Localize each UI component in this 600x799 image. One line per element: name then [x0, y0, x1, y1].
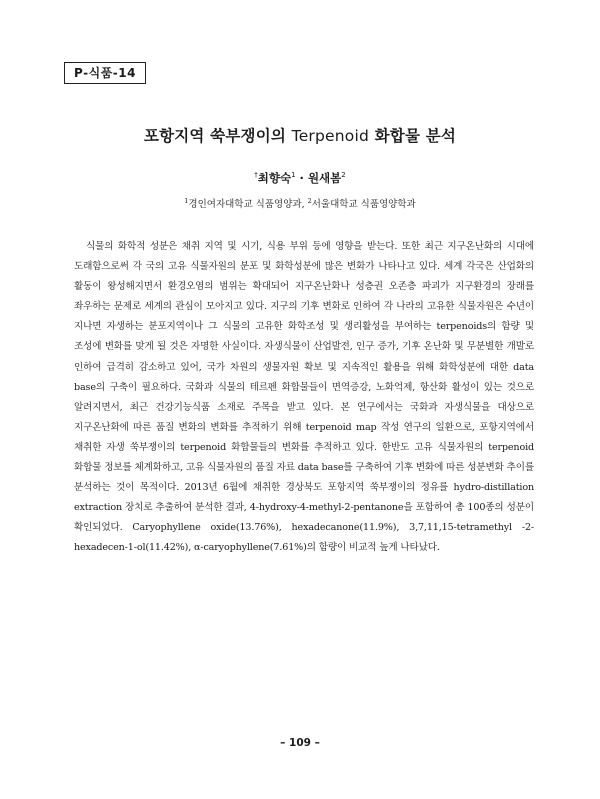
author-1-sup: 1 [291, 171, 296, 180]
title-english: Terpenoid [291, 127, 370, 145]
affiliation-line [0, 196, 600, 210]
affiliation-2-sup: 2 [307, 196, 312, 205]
affiliation-1-sup: 1 [184, 196, 189, 205]
affiliation-1: 경인여자대학교 식품영양과, [188, 199, 308, 210]
session-code: P-식품-14 [74, 66, 136, 80]
author-2-sup: 2 [341, 171, 346, 180]
session-code-box [64, 62, 146, 84]
page-number: – 109 – [280, 737, 320, 749]
abstract-body: 식물의 화학적 성분은 채취 지역 및 시기, 식용 부위 등에 영향을 받는다. 또한 최근 지구온난화의 시대에 도래함으로써 각 국의 고유 식물자원의 분포 및 화학성분에 많은 변화가 나타나고 있다. 세계 각국은 산업화의 활동이 왕성해지면서 환경오염의 범위는 확대되어 지구온난화나 성층권 오존층 파괴가 지구환경의 장래를 좌우하는 문제로 세계의 관심이 모아지고 있다. 지구의 기후 변화로 인하여 각 나라의 고유한 식물자원은 수년이 지나면 자생하는 분포지역이나 그 식물의 고유한 화학조성 및 생리활성을 부여하는 terpenoids의 함량 및 조성에 변화를 맞게 될 것은 자명한 사실이다. 자생식물이 산업발전, 인구 증가, 기후 온난화 및 무분별한 개발로 인하여 급격히 감소하고 있어, 국가 차원의 생물자원 확보 및 지속적인 활용을 위해 화학성분에 대한 data base의 구축이 필요하다. 국화과 식물의 테르펜 화합물들이 면역증강, 노화억제, 항산화 활성이 있는 것으로 알려지면서, 최근 건강기능식품 소재로 주목을 받고 있다. 본 연구에서는 국화과 자생식물을 대상으로 지구온난화에 따른 품질 변화의 변화를 추적하기 위해 terpenoid map 작성 연구의 일환으로, 포항지역에서 채취한 자생 쑥부쟁이의 terpenoid 화합물들의 변화를 추적하고 있다. 한반도 고유 식물자원의 terpenoid 화합물 정보를 체계화하고, 고유 식물자원의 품질 자료 data base를 구축하여 기후 변화에 따른 성분변화 추이를 분석하는 것이 목적이다. 2013년 6월에 채취한 경상북도 포항지역 쑥부쟁이의 정유를 hydro-distillation extraction 장치로 추출하여 분석한 결과, 4-hydroxy-4-methyl-2-pentanone을 포함하여 총 100종의 성분이 확인되었다. Caryophyllene oxide(13.76%), hexadecanone(11.9%), 3,7,11,15-tetramethyl -2-hexadecen-1-ol(11.42%), α-caryophyllene(7.61%)의 함량이 비교적 높게 나타났다. [74, 241, 535, 554]
corresponding-mark: † [254, 171, 258, 180]
author-line [0, 170, 600, 186]
author-2: 원새봄 [307, 171, 342, 185]
author-1: 최향숙 [257, 171, 292, 185]
title-prefix: 포항지역 쑥부쟁이의 [143, 127, 292, 145]
title-suffix: 화합물 분석 [369, 127, 457, 145]
author-separator: · [295, 171, 308, 185]
affiliation-2: 서울대학교 식품영양학과 [311, 199, 416, 210]
paper-title [0, 124, 600, 146]
